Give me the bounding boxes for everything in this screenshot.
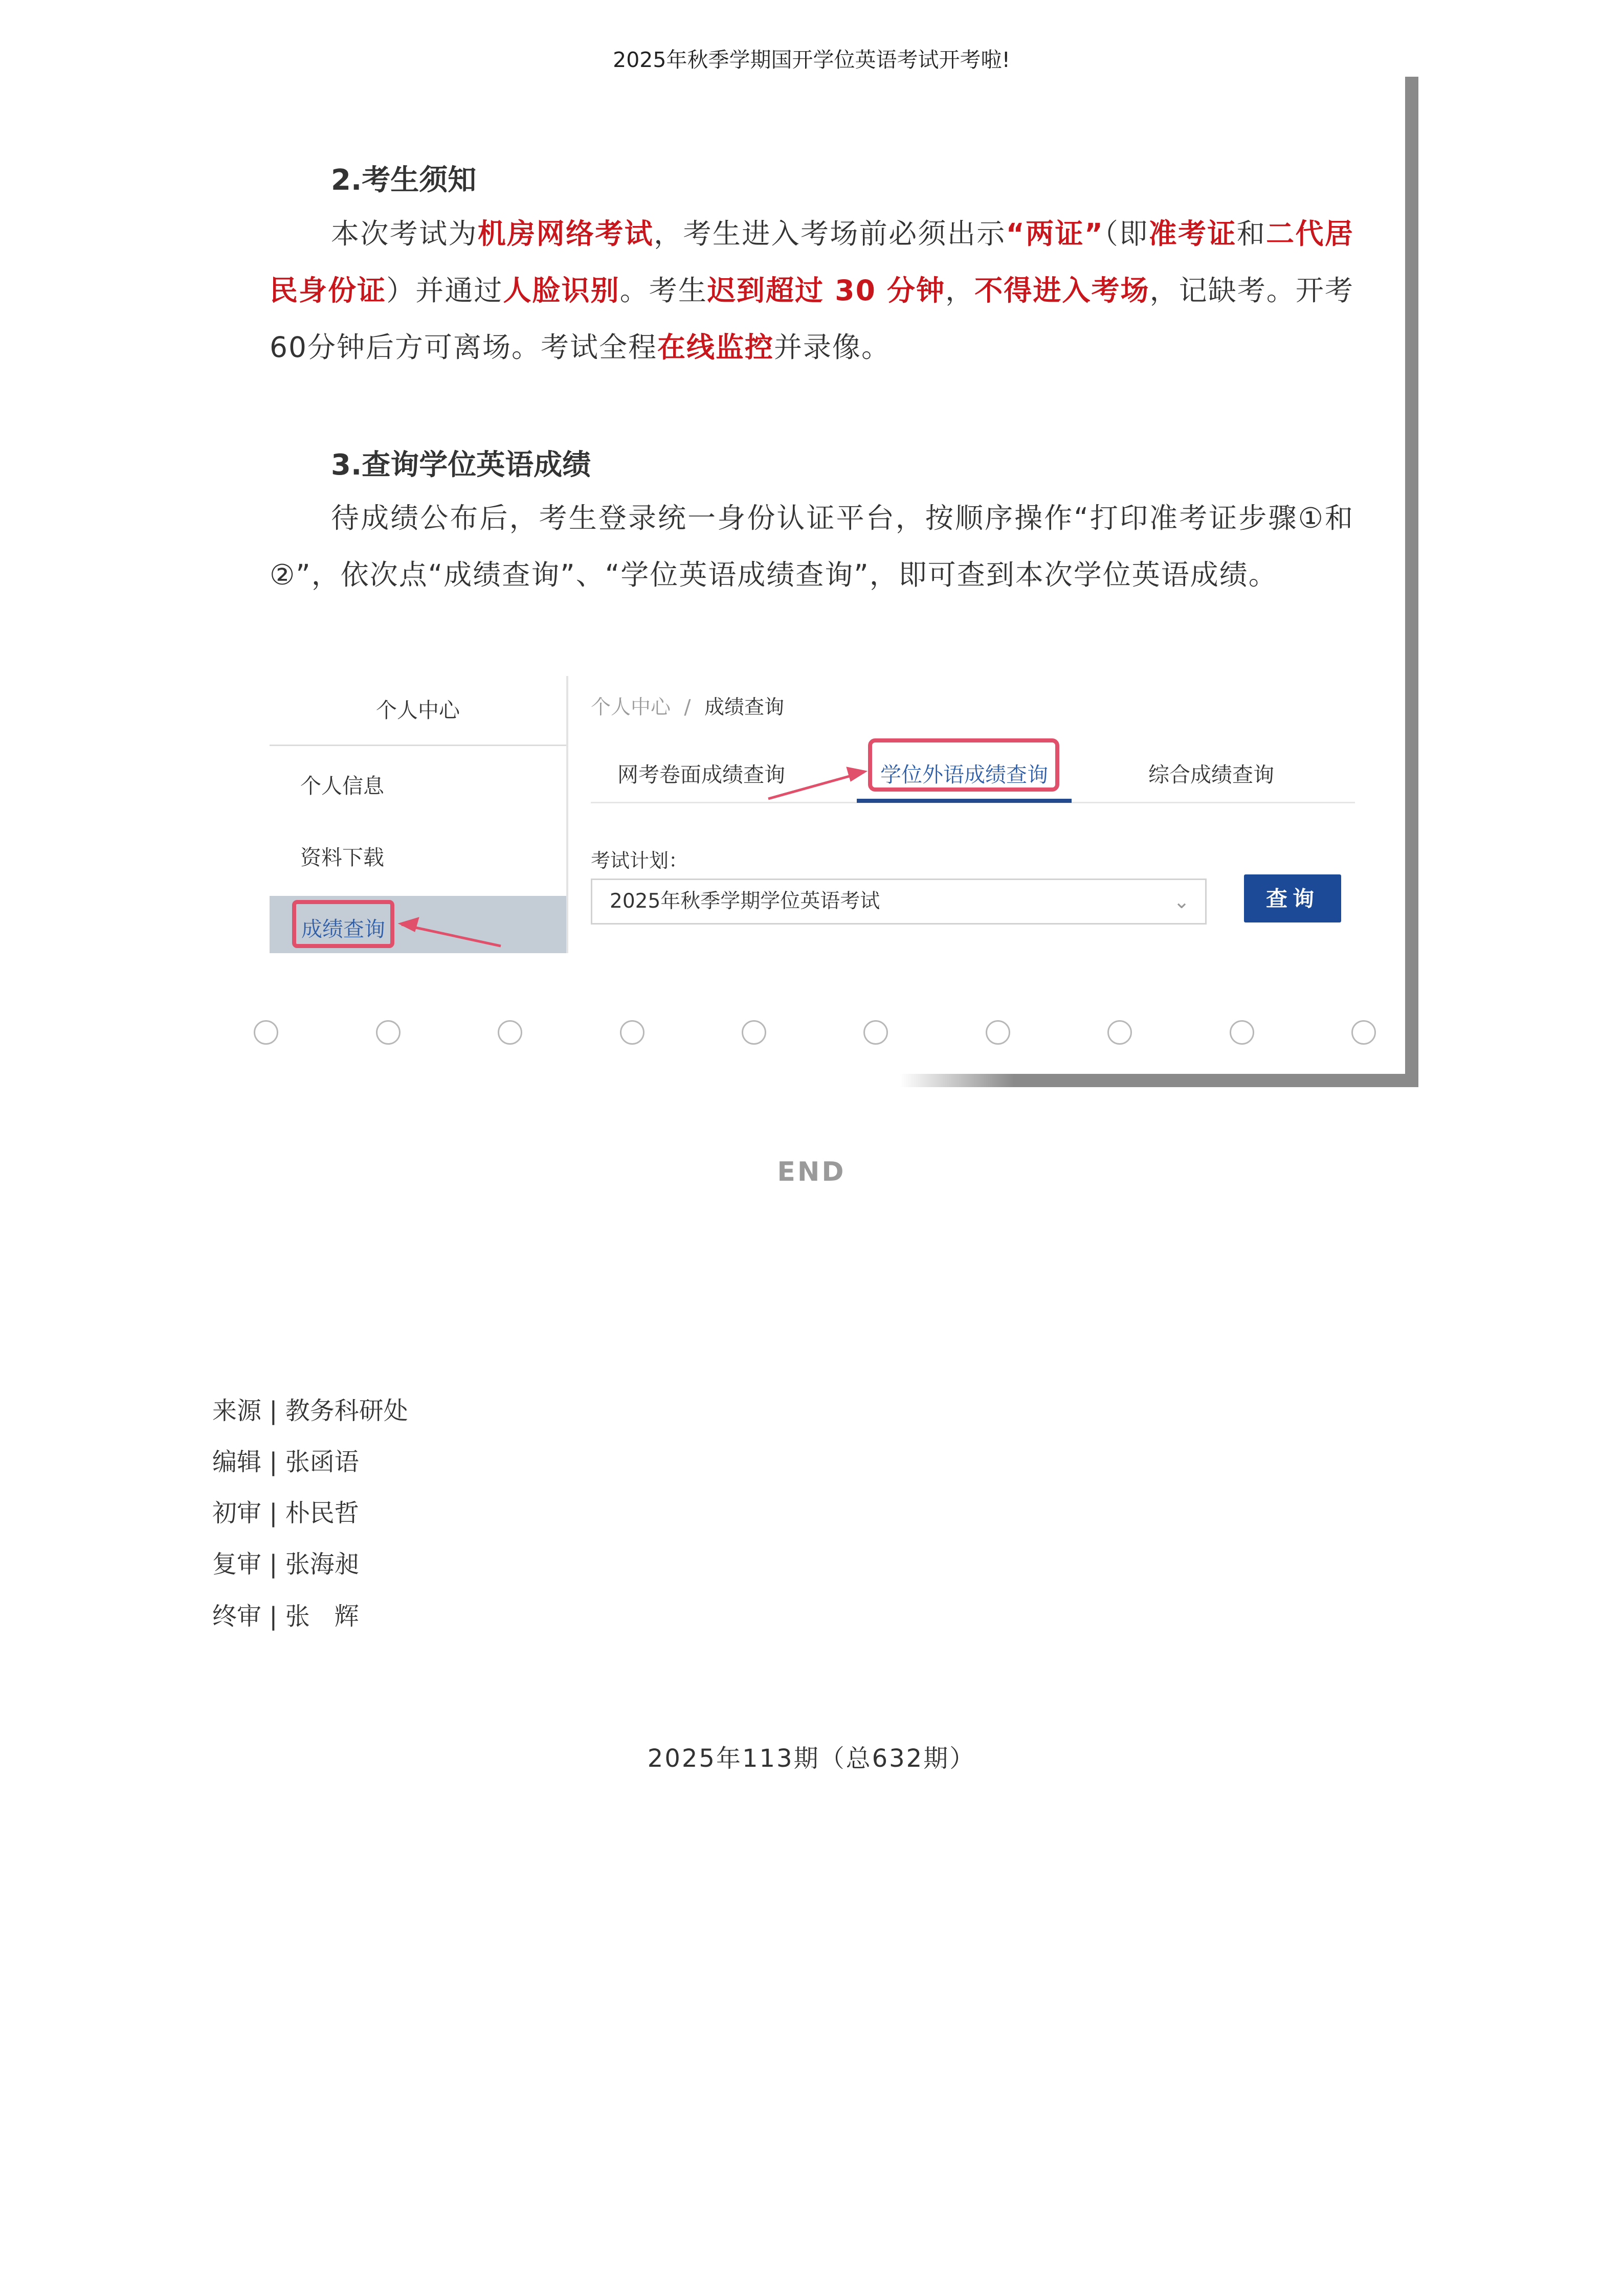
credit-name: 朴民哲 bbox=[285, 1499, 359, 1527]
issue-number: 2025年113期（总632期） bbox=[647, 1744, 976, 1773]
notice-paragraph bbox=[270, 206, 1354, 376]
arrow-to-sidebar bbox=[402, 925, 501, 946]
decorative-dot bbox=[1351, 1020, 1376, 1045]
decorative-dot bbox=[986, 1020, 1010, 1045]
body-text: 和 bbox=[1236, 217, 1266, 250]
decorative-dot bbox=[742, 1020, 766, 1045]
credit-role: 初审 bbox=[212, 1499, 262, 1527]
decorative-dot bbox=[1230, 1020, 1254, 1045]
credit-second-review: 复审 | 张海昶 bbox=[212, 1550, 359, 1579]
decorative-dot bbox=[254, 1020, 278, 1045]
credit-name: 张 辉 bbox=[285, 1602, 359, 1631]
emphasis-text: 迟到超过 30 分钟 bbox=[707, 274, 946, 307]
sidebar-item-downloads[interactable]: 资料下载 bbox=[300, 845, 384, 870]
section-title-notice: 2.考生须知 bbox=[331, 164, 477, 197]
exam-plan-value: 2025年秋季学期学位英语考试 bbox=[610, 890, 880, 913]
chevron-down-icon: ⌄ bbox=[1173, 890, 1190, 913]
credit-name: 张函语 bbox=[285, 1448, 359, 1476]
arrow-to-sidebar-head bbox=[398, 917, 419, 932]
breadcrumb-current: 成绩查询 bbox=[704, 696, 784, 719]
section-title-score: 3.查询学位英语成绩 bbox=[331, 448, 591, 482]
body-text: 。考生 bbox=[619, 274, 707, 307]
query-button[interactable]: 查询 bbox=[1244, 874, 1341, 922]
arrow-to-tab-head bbox=[847, 767, 867, 781]
credit-role: 复审 bbox=[212, 1550, 262, 1579]
tab-overall-score[interactable]: 综合成绩查询 bbox=[1148, 762, 1274, 787]
credit-first-review: 初审 | 朴民哲 bbox=[212, 1499, 359, 1527]
exam-plan-label: 考试计划： bbox=[591, 849, 688, 872]
emphasis-text: 准考证 bbox=[1148, 217, 1237, 250]
emphasis-text: 二代居民身份证 bbox=[270, 217, 1354, 307]
credit-source: 来源 | 教务科研处 bbox=[212, 1397, 408, 1425]
sidebar-item-score-query-label: 成绩查询 bbox=[301, 917, 385, 941]
sidebar-item-profile[interactable]: 个人信息 bbox=[300, 774, 384, 798]
emphasis-text: 不得进入考场 bbox=[974, 274, 1150, 307]
breadcrumb bbox=[591, 691, 784, 720]
credit-final-review: 终审 | 张 辉 bbox=[212, 1602, 359, 1631]
tab-active-indicator bbox=[857, 799, 1072, 803]
card-shadow-bottom bbox=[900, 1074, 1418, 1087]
sidebar-title: 个人中心 bbox=[270, 676, 566, 746]
emphasis-text: 机房网络考试 bbox=[477, 217, 654, 250]
body-text: ， bbox=[945, 274, 975, 307]
tab-degree-english-score[interactable]: 学位外语成绩查询 bbox=[880, 762, 1048, 787]
score-paragraph: 待成绩公布后，考生登录统一身份认证平台，按顺序操作“打印准考证步骤①和②”，依次点“成绩查询”、“学位英语成绩查询”，即可查到本次学位英语成绩。 bbox=[270, 502, 1354, 591]
credit-role: 编辑 bbox=[212, 1448, 262, 1476]
breadcrumb-separator: / bbox=[684, 696, 691, 719]
decorative-dot bbox=[1107, 1020, 1132, 1045]
credit-role: 终审 bbox=[212, 1602, 262, 1631]
end-mark: END bbox=[777, 1157, 846, 1187]
emphasis-text: 在线监控 bbox=[657, 331, 774, 364]
body-text: ）并通过 bbox=[386, 274, 503, 307]
body-text: 并录像。 bbox=[774, 331, 891, 364]
credit-editor: 编辑 | 张函语 bbox=[212, 1448, 359, 1476]
decorative-dot bbox=[620, 1020, 644, 1045]
article-title: 2025年秋季学期国开学位英语考试开考啦! bbox=[613, 48, 1010, 72]
decorative-dot bbox=[863, 1020, 888, 1045]
credit-role: 来源 bbox=[212, 1397, 262, 1425]
tab-online-exam-score[interactable]: 网考卷面成绩查询 bbox=[617, 762, 785, 787]
body-text: ，记缺考。开考60分钟后方可离场。考试全程 bbox=[270, 274, 1354, 364]
body-text: ，考生进入考场前必须出示 bbox=[654, 217, 1006, 250]
body-text: 本次考试为 bbox=[331, 217, 478, 250]
decorative-dot bbox=[376, 1020, 401, 1045]
emphasis-text: “两证” bbox=[1006, 217, 1104, 250]
score-query-screenshot bbox=[270, 676, 1355, 953]
exam-plan-select[interactable] bbox=[591, 879, 1207, 925]
decorative-dot bbox=[498, 1020, 522, 1045]
credit-name: 张海昶 bbox=[285, 1550, 359, 1579]
body-text: （即 bbox=[1104, 217, 1149, 250]
breadcrumb-parent[interactable]: 个人中心 bbox=[591, 696, 671, 719]
emphasis-text: 人脸识别 bbox=[503, 274, 620, 307]
credit-name: 教务科研处 bbox=[285, 1397, 408, 1425]
card-shadow-right bbox=[1405, 77, 1418, 1087]
